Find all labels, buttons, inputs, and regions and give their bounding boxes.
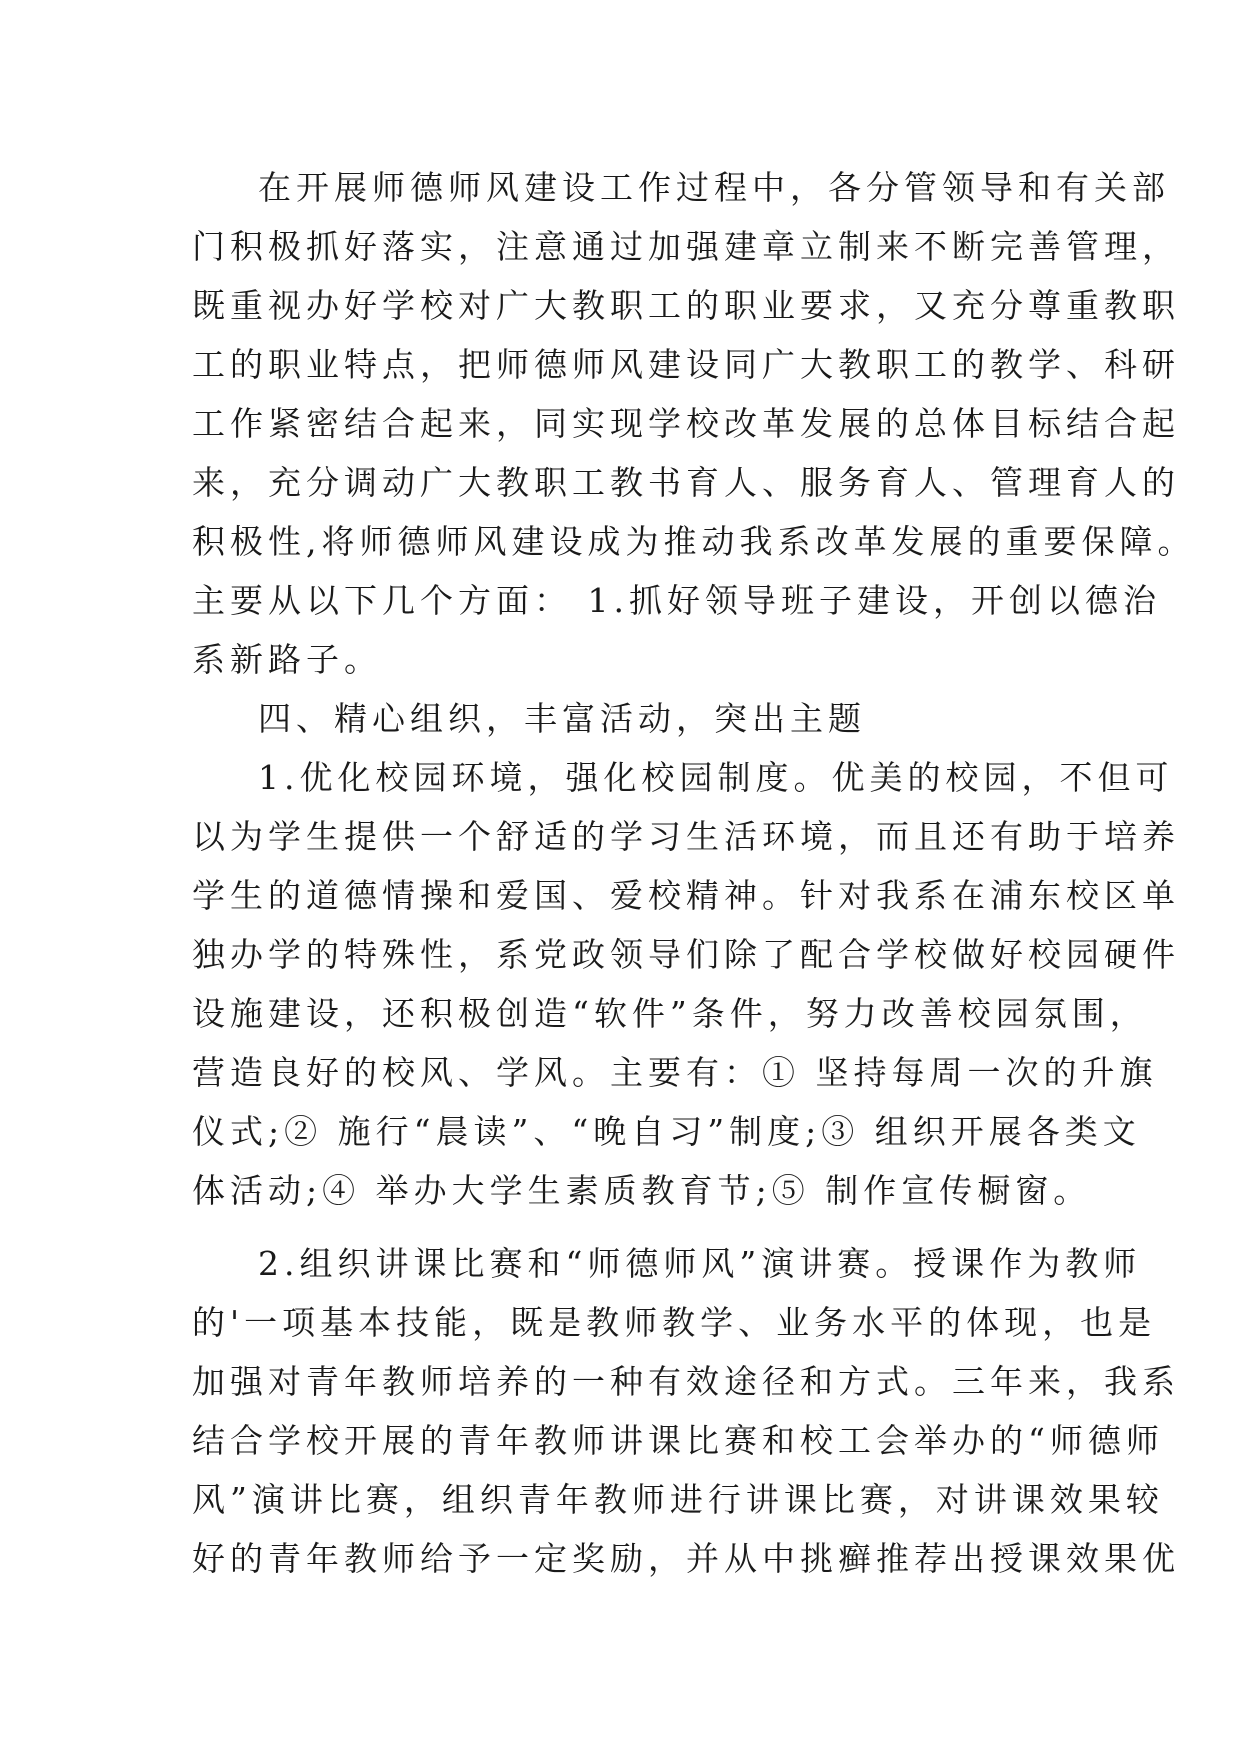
- paragraph-line: 加强对青年教师培养的一种有效途径和方式。三年来，我系: [192, 1362, 1180, 1401]
- paragraph-line: 工的职业特点，把师德师风建设同广大教职工的教学、科研: [192, 345, 1180, 384]
- paragraph-line: 门积极抓好落实，注意通过加强建章立制来不断完善管理，: [192, 227, 1180, 266]
- section-heading: 四、精心组织，丰富活动，突出主题: [258, 699, 866, 738]
- paragraph-line: 营造良好的校风、学风。主要有：① 坚持每周一次的升旗: [192, 1053, 1158, 1092]
- paragraph-line: 以为学生提供一个舒适的学习生活环境，而且还有助于培养: [192, 817, 1180, 856]
- paragraph-line: 的'一项基本技能，既是教师教学、业务水平的体现，也是: [192, 1303, 1157, 1342]
- paragraph-line: 积极性,将师德师风建设成为推动我系改革发展的重要保障。: [192, 522, 1196, 561]
- paragraph-line: 设施建设，还积极创造“软件”条件，努力改善校园氛围，: [192, 994, 1148, 1033]
- paragraph-gap: [192, 1220, 1072, 1234]
- paragraph-line: 1.优化校园环境，强化校园制度。优美的校园，不但可: [258, 758, 1174, 797]
- paragraph-line: 体活动;④ 举办大学生素质教育节;⑤ 制作宣传橱窗。: [192, 1171, 1092, 1210]
- paragraph-line: 结合学校开展的青年教师讲课比赛和校工会举办的“师德师: [192, 1421, 1164, 1460]
- paragraph-line: 来，充分调动广大教职工教书育人、服务育人、管理育人的: [192, 463, 1180, 502]
- paragraph-line: 在开展师德师风建设工作过程中，各分管领导和有关部: [258, 168, 1170, 207]
- paragraph-line: 好的青年教师给予一定奖励，并从中挑癣推荐出授课效果优: [192, 1539, 1180, 1578]
- paragraph-line: 既重视办好学校对广大教职工的职业要求，又充分尊重教职: [192, 286, 1180, 325]
- paragraph-line: 主要从以下几个方面： 1.抓好领导班子建设，开创以德治: [192, 581, 1161, 620]
- paragraph-line: 独办学的特殊性，系党政领导们除了配合学校做好校园硬件: [192, 935, 1180, 974]
- document-body: [192, 158, 1196, 1588]
- paragraph-line: 2.组织讲课比赛和“师德师风”演讲赛。授课作为教师: [258, 1244, 1142, 1283]
- paragraph-line: 仪式;② 施行“晨读”、“晚自习”制度;③ 组织开展各类文: [192, 1112, 1141, 1151]
- paragraph-line: 工作紧密结合起来，同实现学校改革发展的总体目标结合起: [192, 404, 1180, 443]
- paragraph-line: 风”演讲比赛，组织青年教师进行讲课比赛，对讲课效果较: [192, 1480, 1164, 1519]
- paragraph-line: 学生的道德情操和爱国、爱校精神。针对我系在浦东校区单: [192, 876, 1180, 915]
- paragraph-line: 系新路子。: [192, 640, 382, 679]
